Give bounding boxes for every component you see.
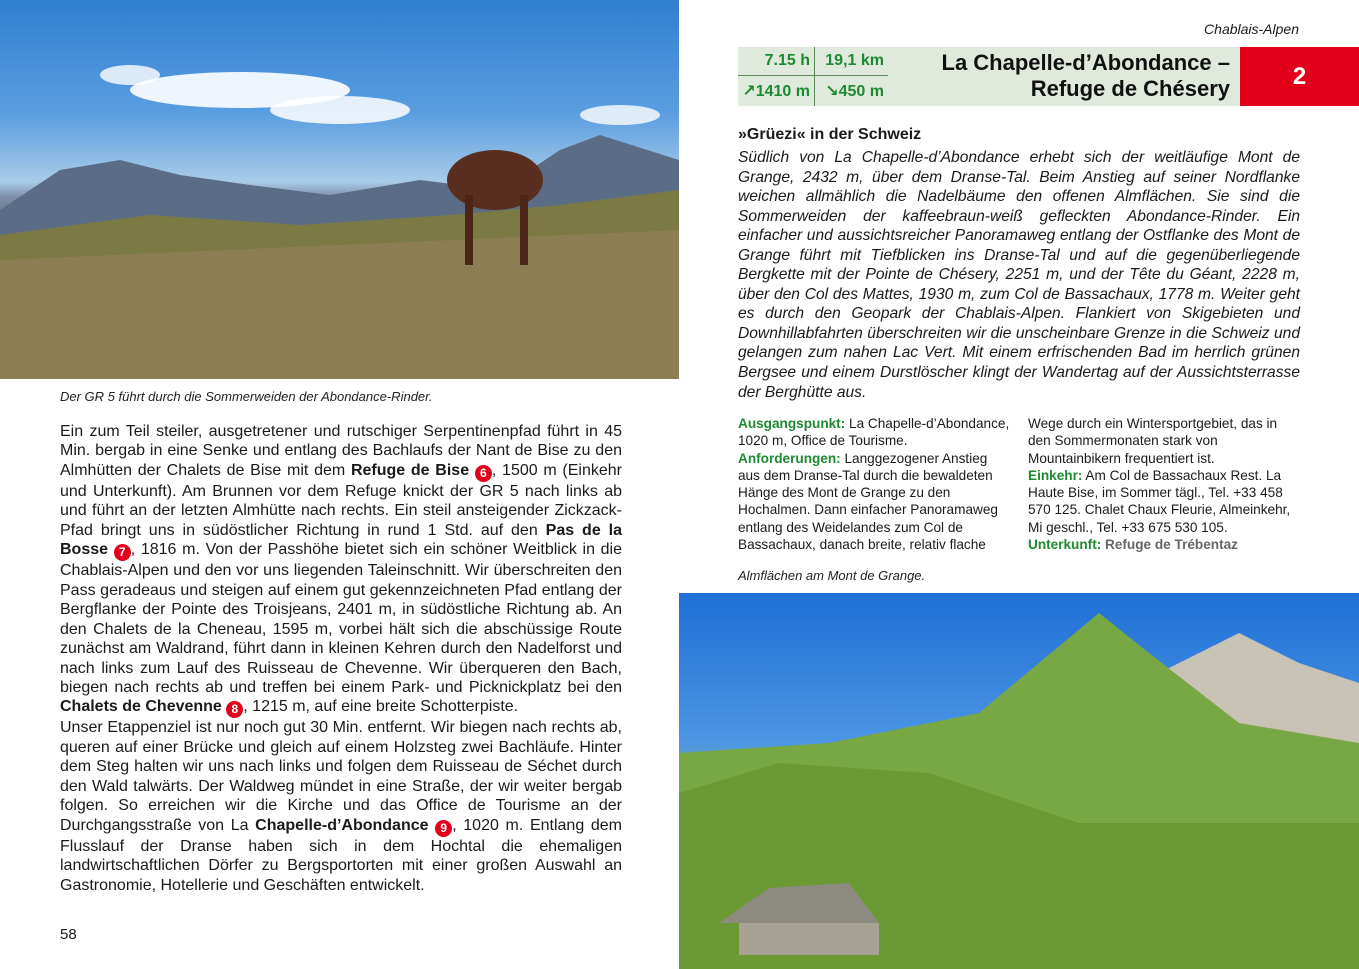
tour-number-badge: 2 [1240, 47, 1359, 106]
info-text: Am Col de Bassachaux Rest. La Haute Bise, im Sommer tägl., Tel. +33 458 570 125. Chalet Chaux Fleurie, Almeinkehr, Mi geschl., Tel. +33 675 530 105. [1028, 467, 1291, 535]
ascent: ↗1410 m [738, 76, 815, 106]
tour-stats [738, 47, 888, 106]
waypoint-name: Chapelle-d’Abondance [255, 816, 429, 834]
waypoint-marker: 9 [435, 820, 452, 837]
title-line: Refuge de Chésery [1030, 76, 1230, 101]
mountain-hut-photo [679, 593, 1359, 969]
info-text: La Chapelle-d’Abondance, 1020 m, Office de Tourisme. [738, 416, 1010, 449]
cow-pasture-photo [0, 0, 679, 379]
info-label: Unterkunft: [1028, 537, 1102, 553]
photo-caption-left: Der GR 5 führt durch die Sommerweiden der Abondance-Rinder. [60, 389, 433, 404]
duration: 7.15 h [738, 47, 815, 76]
page-number: 58 [60, 926, 77, 943]
body-text: , 1215 m, auf eine breite Schotterpiste. [243, 698, 519, 716]
intro-heading: »Grüezi« in der Schweiz [738, 126, 922, 143]
body-text: Ein zum Teil steiler, ausgetretener und rutschiger Serpentinenpfad führt in 45 Min. bergab in eine Senke und entlang des Bachlaufs der Nant de Bise zu den Almhütten der Chalets de Bise mit dem [60, 423, 622, 479]
info-label: Einkehr: [1028, 467, 1083, 483]
body-text: , 1020 m. Entlang dem Flusslauf der Dranse haben sich in dem Hochtal die ehemaligen landwirtschaftlichen Dörfer zu Bergsportorten mit einer großen Auswahl an Gastronomie, Hotellerie und Geschäften entwickelt. [60, 816, 622, 894]
intro-text: Südlich von La Chapelle-d’Abondance erhebt sich der weitläufige Mont de Grange, 2432 m, über dem Dranse-Tal. Beim Anstieg auf seiner Nordflanke weichen allmählich die Nadelbäume den offenen Almflächen. Sie sind die Sommerweiden der kaffeebraun-weiß gefleckten Abondance-Rinder. Ein einfacher und aussichtsreicher Panoramaweg entlang der Ostflanke des Mont de Grange führt mit Tiefblicken ins Dranse-Tal und auf die gegenüberliegende Bergkette mit der Pointe de Chésery, 2251 m, und der Tête du Géant, 2228 m, über den Col des Mattes, 1930 m, zum Col de Bassachaux, 1778 m. Weiter geht es durch den Geopark der Chablais-Alpen. Flankiert von Skigebieten und Downhillabfahrten überschreiten wir die unscheinbare Grenze in die Schweiz und gelangen zum nahen Lac Vert. Mit einem erfrischenden Bad im herrlich grünen Bergsee und einem Durstlöscher klingt der Wandertag auf der Aussichtsterrasse der Berghütte aus. [738, 149, 1300, 401]
body-text: , 1500 m (Einkehr und Unterkunft). Am Brunnen vor dem Refuge knickt der GR 5 nach links ab und führt an der letzten Almhütte nach rechts. Ein steil ansteigender Zickzack-Pfad bringt uns in südöstlicher Richtung in rund 1 Std. auf den [60, 461, 623, 539]
info-text: Refuge de Trébentaz [1101, 537, 1238, 553]
tour-title [888, 47, 1240, 106]
waypoint-marker: 6 [475, 465, 492, 482]
region-label: Chablais-Alpen [1204, 21, 1299, 37]
title-line: La Chapelle-d’Abondance – [941, 50, 1230, 75]
body-text: Unser Etappenziel ist nur noch gut 30 Min. entfernt. Wir biegen nach rechts ab, queren auf einer Brücke und gleich auf einem Holzsteg zwei Bachläufe. Hinter dem Steg halten wir uns nach links und folgen dem Ruisseau de Séchet durch den Wald talwärts. Der Waldweg mündet in eine Straße, der wir weiter bergab folgen. So erreichen wir die Kirche und das Office de Tourisme an der Durchgangsstraße von La [60, 719, 622, 834]
photo-caption-right: Almflächen am Mont de Grange. [738, 568, 926, 583]
tour-header [738, 47, 1359, 106]
mountain-landscape-illustration [0, 0, 679, 379]
info-label: Anforderungen: [738, 450, 841, 466]
body-text: , 1816 m. Von der Passhöhe bietet sich ein schöner Weitblick in die Chablais-Alpen und den vor uns liegenden Taleinschnitt. Wir überschreiten den Pass geradeaus und steigen auf einem gut gekennzeichneten Pfad entlang der Bergflanke der Pointe des Troisjeans, 2401 m, in südöstliche Richtung ab. An den Chalets de la Cheneau, 1595 m, vorbei hält sich die abschüssige Route zunächst am Waldrand, führt dann in kleinen Kehren durch den Nadelforst und nach links zum Lauf des Ruisseau de Chevenne. Wir überqueren den Bach, biegen nach rechts ab und treffen bei einem Park- und Picknickplatz bei den [60, 541, 622, 696]
info-label: Ausgangspunkt: [738, 416, 846, 431]
waypoint-marker: 8 [226, 701, 243, 718]
tour-info-box [738, 415, 1303, 555]
distance: 19,1 km [815, 47, 888, 76]
waypoint-name: Chalets de Chevenne [60, 698, 222, 716]
waypoint-marker: 7 [114, 544, 131, 561]
info-text: Langgezogener Anstieg aus dem Dranse-Tal durch die bewaldeten Hänge des Mont de Grange zu den Hochalmen. Dann einfacher Panoramaweg entlang des Weidelandes zum Col de Bassachaux, danach breite, relativ flache Wege durch ein Wintersportgebiet, das in den Sommermonaten stark von Mountainbikern frequentiert ist. [738, 416, 1278, 553]
descent: ↘450 m [825, 83, 884, 100]
waypoint-name: Refuge de Bise [350, 461, 470, 479]
route-description [60, 422, 622, 895]
alpine-meadow-illustration [679, 593, 1359, 969]
waypoint-name: Pas de la Bosse [60, 521, 623, 559]
